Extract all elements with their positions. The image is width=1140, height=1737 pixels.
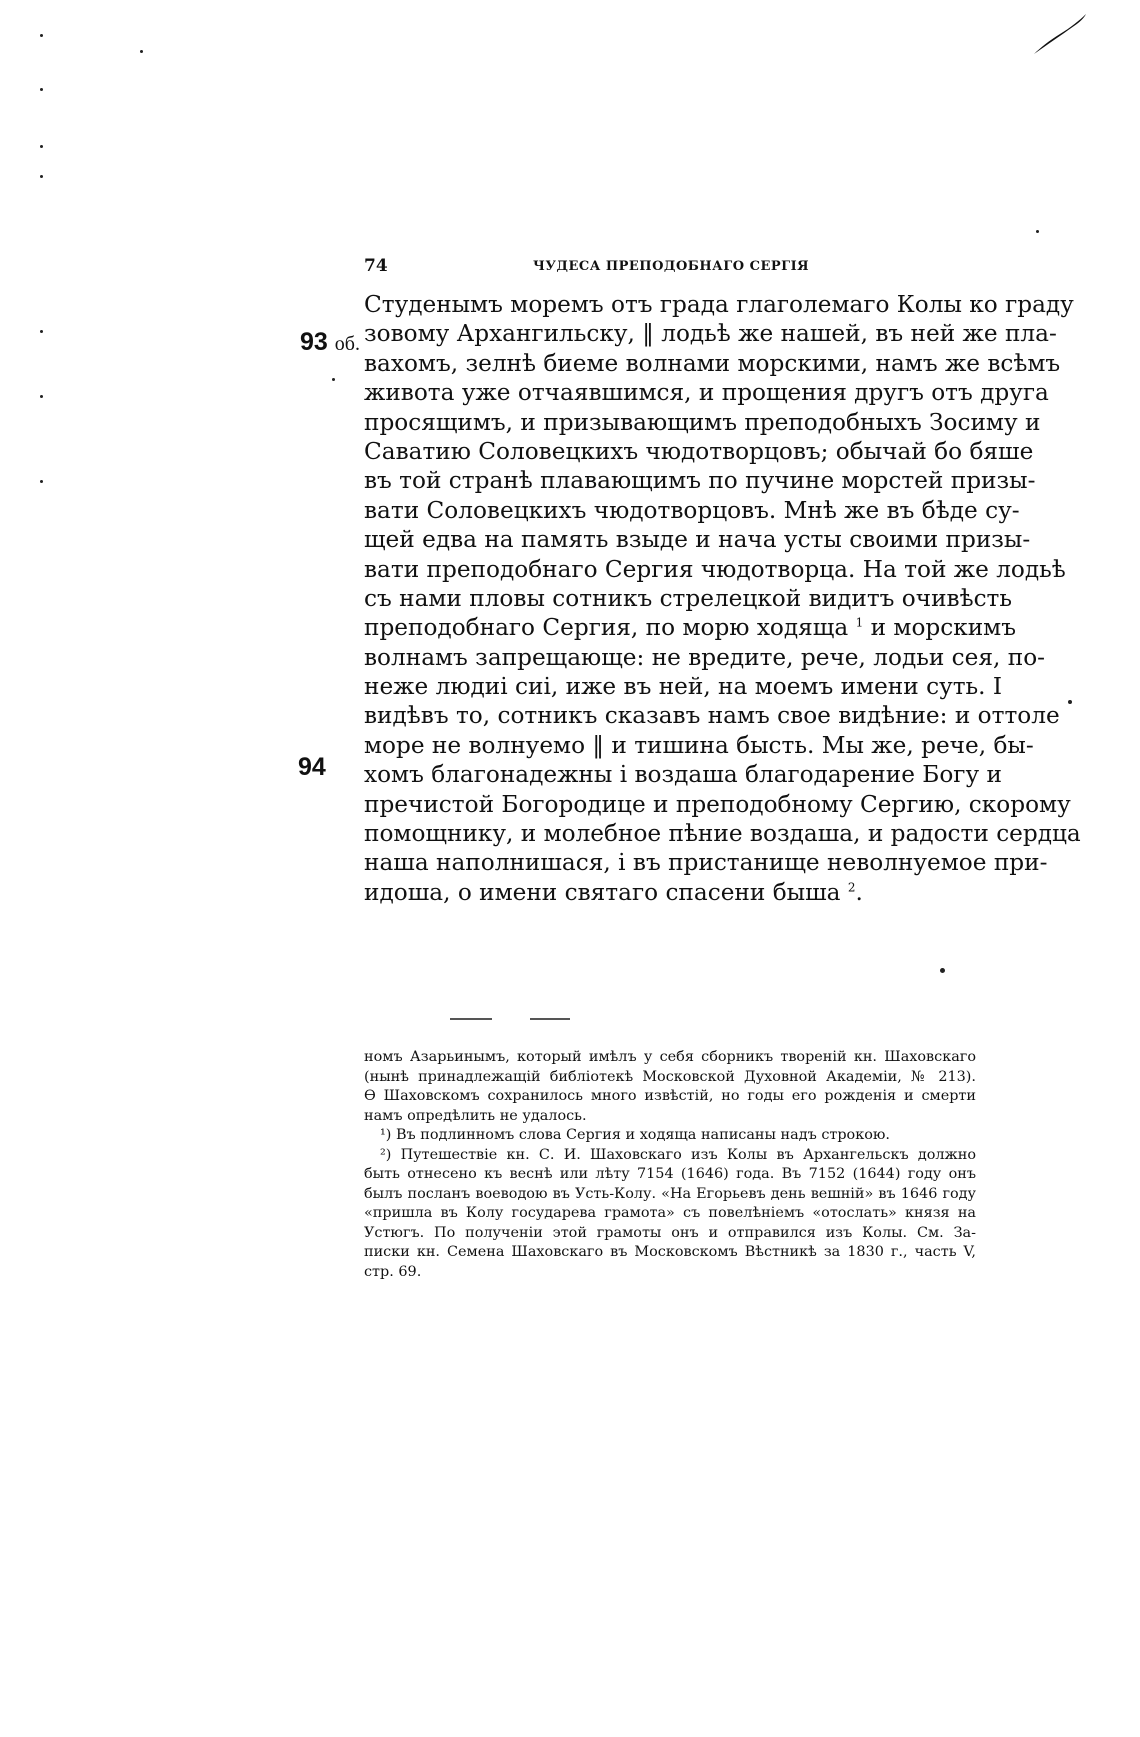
margin-folio-94: 94	[298, 753, 326, 781]
footnote-1: ¹) Въ подлинномъ слова Сергия и ходяща написаны надъ строкою.	[380, 1127, 890, 1143]
text-line: Саватию Соловецкихъ чюдотворцовъ; обычай бо бяше	[364, 437, 1034, 465]
text-line: зовому Архангильску, ‖ лодьѣ же нашей, въ ней же пла-	[364, 320, 1057, 348]
page-number: 74	[364, 256, 388, 276]
text-line: наша наполнишася, і въ пристанище неволнуемое при-	[364, 849, 1048, 877]
text-fragment: и морскимъ	[870, 614, 1016, 642]
text-line: море не волнуемо ‖ и тишина бысть. Мы же, рече, бы-	[364, 731, 1034, 759]
text-line: помощнику, и молебное пѣние воздаша, и радости сердца	[364, 820, 1081, 848]
main-text	[364, 290, 1081, 907]
footnotes	[364, 1048, 976, 1282]
scan-speck	[332, 378, 335, 381]
footnote-line: номъ Азарьинымъ, который имѣлъ у себя сборникъ твореній кн. Шаховскаго	[364, 1049, 976, 1065]
text-line: вати Соловецкихъ чюдотворцовъ. Мнѣ же въ бѣде су-	[364, 496, 1020, 524]
footnote-line: быть отнесено къ веснѣ или лѣту 7154 (1646) года. Въ 7152 (1644) году онъ	[364, 1166, 976, 1182]
footnote-line: ²) Путешествіе кн. С. И. Шаховскаго изъ Колы въ Архангельскъ должно	[380, 1146, 976, 1163]
footnote-rule	[530, 1018, 570, 1020]
text-line: въ той странѣ плавающимъ по пучине морстей призы-	[364, 467, 1036, 495]
footnote-ref-2: 2	[847, 880, 856, 895]
text-line: хомъ благонадежны і воздаша благодарение Богу и	[364, 761, 1002, 789]
text-fragment: .	[855, 878, 863, 906]
footnote-line: (нынѣ принадлежащій библіотекѣ Московской Духовной Академіи, № 213).	[364, 1068, 976, 1085]
scan-speck	[40, 330, 43, 333]
footnote-line: намъ опредѣлить не удалось.	[364, 1107, 587, 1124]
text-line: просящимъ, и призывающимъ преподобныхъ Зосиму и	[364, 408, 1041, 436]
scan-speck	[1068, 700, 1072, 704]
footnote-line: Ѳ Шаховскомъ сохранилось много извѣстій, но годы его рожденія и смерти	[364, 1088, 976, 1104]
text-line: Студенымъ моремъ отъ града глаголемаго Колы ко граду	[364, 291, 1074, 318]
footnote-line: писки кн. Семена Шаховскаго въ Московскомъ Вѣстникѣ за 1830 г., часть V,	[364, 1244, 976, 1260]
scan-speck	[40, 175, 43, 178]
text-line: видѣвъ то, сотникъ сказавъ намъ свое видѣние: и оттоле	[364, 702, 1060, 730]
signature-flourish	[1030, 8, 1090, 58]
scan-speck	[40, 395, 43, 398]
scan-speck	[40, 88, 43, 91]
text-line: съ нами пловы сотникъ стрелецкой видитъ очивѣсть	[364, 584, 1013, 612]
scan-speck	[1036, 230, 1039, 233]
footnote-ref-1: 1	[855, 615, 864, 630]
scan-speck	[140, 50, 143, 53]
footnote-line: стр. 69.	[364, 1263, 422, 1280]
text-line: щей едва на память взыде и нача усты своими призы-	[364, 526, 1031, 554]
text-fragment: идоша, о имени святаго спасени быша	[364, 878, 841, 906]
text-line: пречистой Богородице и преподобному Сергию, скорому	[364, 790, 1071, 818]
scan-speck	[940, 968, 945, 973]
scan-speck	[40, 480, 43, 483]
footnote-line: «пришла въ Колу государева грамота» съ повелѣніемъ «отослать» князя на	[364, 1205, 976, 1221]
text-line: вати преподобнаго Сергия чюдотворца. На той же лодьѣ	[364, 555, 1066, 583]
footnote-line: Устюгъ. По полученіи этой грамоты онъ и отправился изъ Колы. См. За-	[364, 1224, 976, 1241]
text-line	[364, 878, 976, 907]
margin-folio-93	[300, 328, 360, 357]
footnote-line: былъ посланъ воеводою въ Усть-Колу. «На Егорьевъ день вешній» въ 1646 году	[364, 1185, 976, 1202]
text-fragment: преподобнаго Сергия, по морю ходяща	[364, 614, 849, 642]
text-line: вахомъ, зелнѣ биеме волнами морскими, намъ же всѣмъ	[364, 349, 1061, 377]
text-line: волнамъ запрещающе: не вредите, рече, лодьи сея, по-	[364, 643, 1045, 671]
text-line: неже людиі сиі, иже въ ней, на моемъ имени суть. І	[364, 673, 1003, 701]
scan-speck	[40, 145, 43, 148]
folio-93-suffix: об.	[334, 333, 360, 355]
folio-93-number: 93	[300, 328, 328, 356]
footnote-rule	[450, 1018, 492, 1020]
running-title: ЧУДЕСА ПРЕПОДОБНАГО СЕРГІЯ	[533, 259, 810, 274]
text-line: живота уже отчаявшимся, и прощения другъ отъ друга	[364, 379, 1049, 407]
scan-speck	[40, 34, 43, 37]
text-line	[364, 613, 1016, 642]
